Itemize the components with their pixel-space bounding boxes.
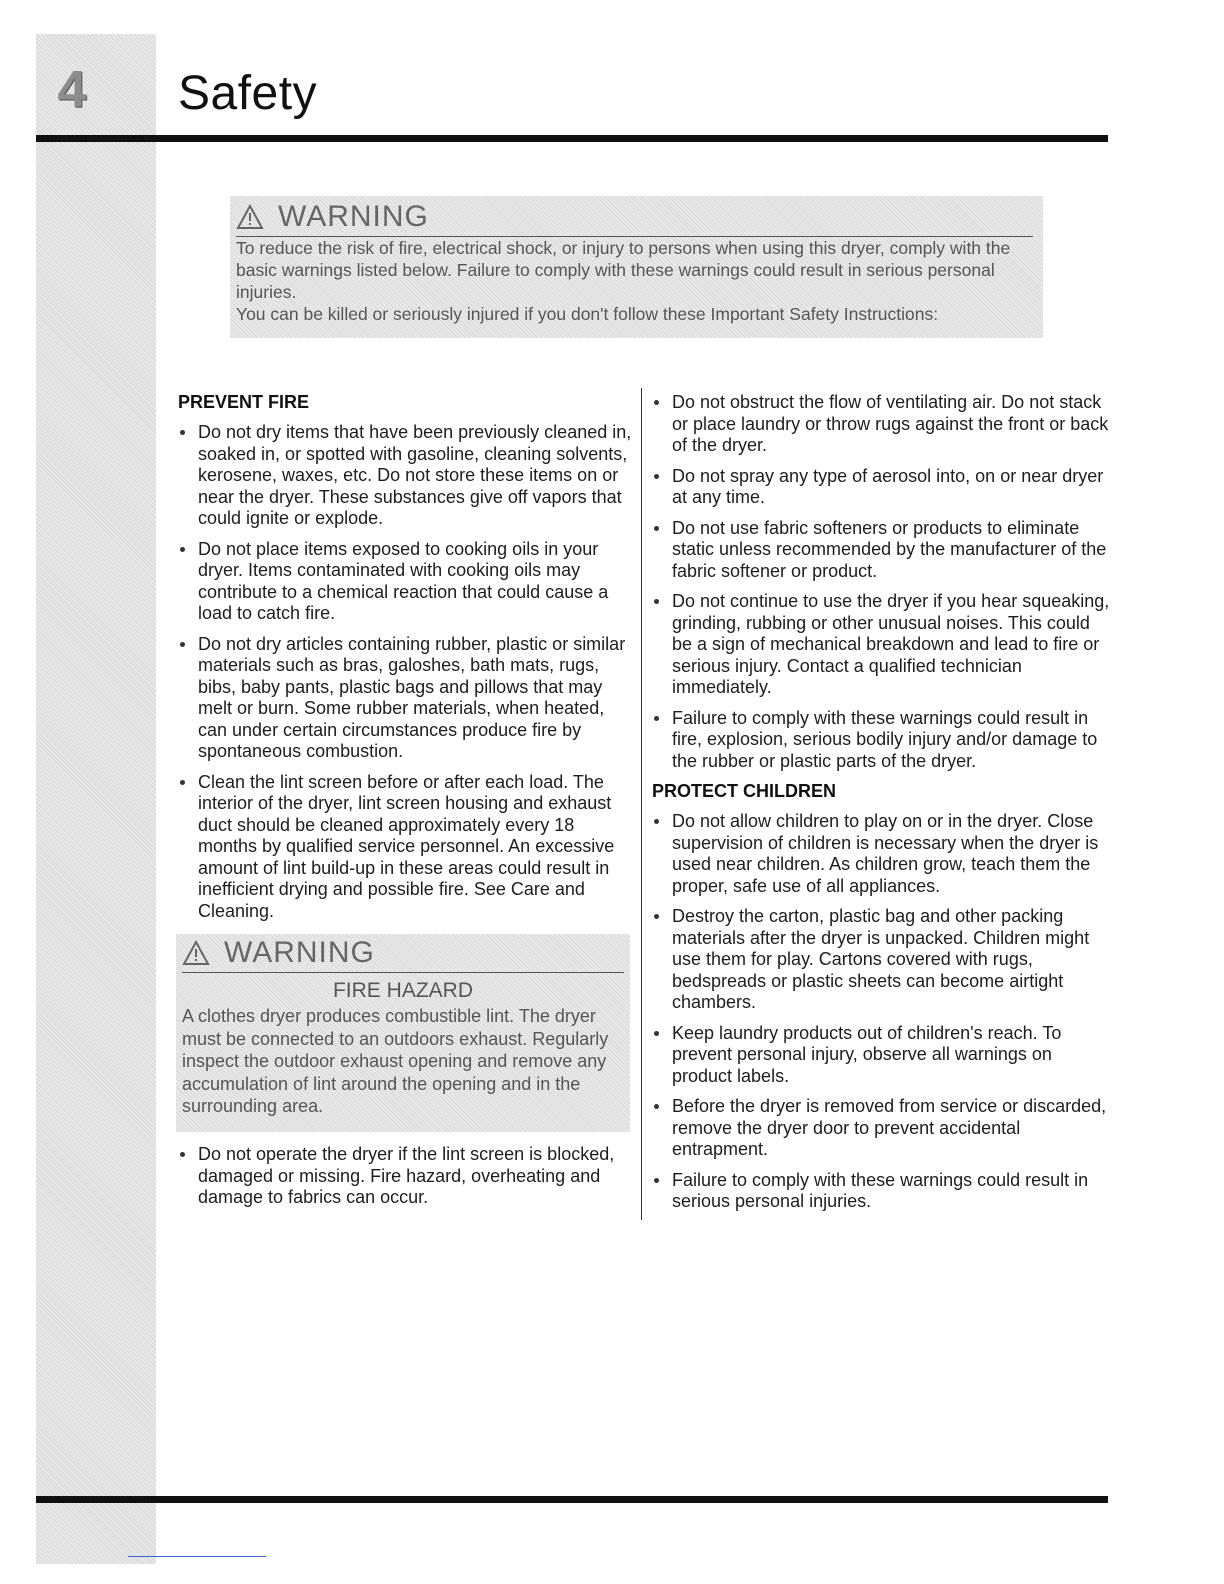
list-item: Do not obstruct the flow of ventilating air. Do not stack or place laundry or throw rugs against the front or back of the dryer. — [652, 392, 1112, 457]
warning-heading-row — [182, 936, 624, 973]
list-item: Failure to comply with these warnings could result in serious personal injuries. — [652, 1170, 1112, 1213]
list-item: Before the dryer is removed from service or discarded, remove the dryer door to prevent accidental entrapment. — [652, 1096, 1112, 1161]
fire-warning-box — [176, 934, 630, 1132]
list-item: Clean the lint screen before or after each load. The interior of the dryer, lint screen housing and exhaust duct should be cleaned approximately every 18 months by qualified service personnel. An excessive amount of lint build-up in these areas could result in inefficient drying and possible fire. See Care and Cleaning. — [178, 772, 633, 923]
list-item: Do not spray any type of aerosol into, on or near dryer at any time. — [652, 466, 1112, 509]
prevent-fire-list-continued — [178, 1144, 633, 1209]
column-divider — [641, 388, 642, 1220]
list-item: Do not allow children to play on or in the dryer. Close supervision of children is necessary when the dryer is used near children. As children grow, teach them the proper, safe use of all appliances. — [652, 811, 1112, 897]
warning-text: You can be killed or seriously injured if you don't follow these Important Safety Instructions: — [236, 304, 939, 324]
warning-heading: WARNING — [278, 200, 429, 233]
list-item: Destroy the carton, plastic bag and other packing materials after the dryer is unpacked. Children might use them for play. Cartons covered with rugs, bedspreads or plastic sheets can become airtight chambers. — [652, 906, 1112, 1014]
section-heading-prevent-fire: PREVENT FIRE — [178, 392, 310, 412]
ventilation-list — [652, 392, 1112, 772]
fire-hazard-subheading: FIRE HAZARD — [332, 979, 473, 1002]
protect-children-list — [652, 811, 1112, 1213]
header-rule — [36, 135, 1108, 142]
list-item: Do not dry articles containing rubber, plastic or similar materials such as bras, galoshes, bath mats, rugs, bibs, baby pants, plastic bags and pillows that may melt or burn. Some rubber materials, when heated, can under certain circumstances produce fire by spontaneous combustion. — [178, 634, 633, 763]
list-item: Do not continue to use the dryer if you hear squeaking, grinding, rubbing or other unusual noises. This could be a sign of mechanical breakdown and lead to fire or serious injury. Contact a qualified technician immediately. — [652, 591, 1112, 699]
fire-warning-text: A clothes dryer produces combustible lint. The dryer must be connected to an outdoors exhaust. Regularly inspect the outdoor exhaust opening and remove any accumulation of lint around the opening and in the surrounding area. — [182, 1006, 609, 1116]
list-item: Do not place items exposed to cooking oils in your dryer. Items contaminated with cooking oils may contribute to a chemical reaction that could cause a load to catch fire. — [178, 539, 633, 625]
warning-heading-row — [236, 200, 1033, 237]
section-heading-protect-children: PROTECT CHILDREN — [652, 781, 836, 801]
list-item: Do not operate the dryer if the lint screen is blocked, damaged or missing. Fire hazard, overheating and damage to fabrics can occur. — [178, 1144, 633, 1209]
page-title: Safety — [178, 67, 318, 120]
top-warning-box — [230, 196, 1043, 338]
list-item: Failure to comply with these warnings could result in fire, explosion, serious bodily injury and/or damage to the rubber or plastic parts of the dryer. — [652, 708, 1112, 773]
warning-heading: WARNING — [224, 936, 375, 969]
footer-rule — [36, 1496, 1108, 1503]
warning-triangle-icon — [182, 940, 210, 966]
page-number: 4 — [57, 61, 87, 119]
list-item: Do not use fabric softeners or products to eliminate static unless recommended by the manufacturer of the fabric softener or product. — [652, 518, 1112, 583]
warning-text: To reduce the risk of fire, electrical shock, or injury to persons when using this dryer, comply with the basic warnings listed below. Failure to comply with these warnings could result in serious personal injuries. — [236, 238, 1011, 302]
right-column — [652, 392, 1112, 1222]
side-band — [36, 34, 156, 1564]
warning-triangle-icon — [236, 204, 264, 230]
list-item: Do not dry items that have been previously cleaned in, soaked in, or spotted with gasoline, cleaning solvents, kerosene, waxes, etc. Do not store these items on or near the dryer. These substances give off vapors that could ignite or explode. — [178, 422, 633, 530]
list-item: Keep laundry products out of children's reach. To prevent personal injury, observe all warnings on product labels. — [652, 1023, 1112, 1088]
footer-link-underline — [128, 1556, 266, 1557]
left-column — [178, 392, 633, 1218]
prevent-fire-list — [178, 422, 633, 922]
